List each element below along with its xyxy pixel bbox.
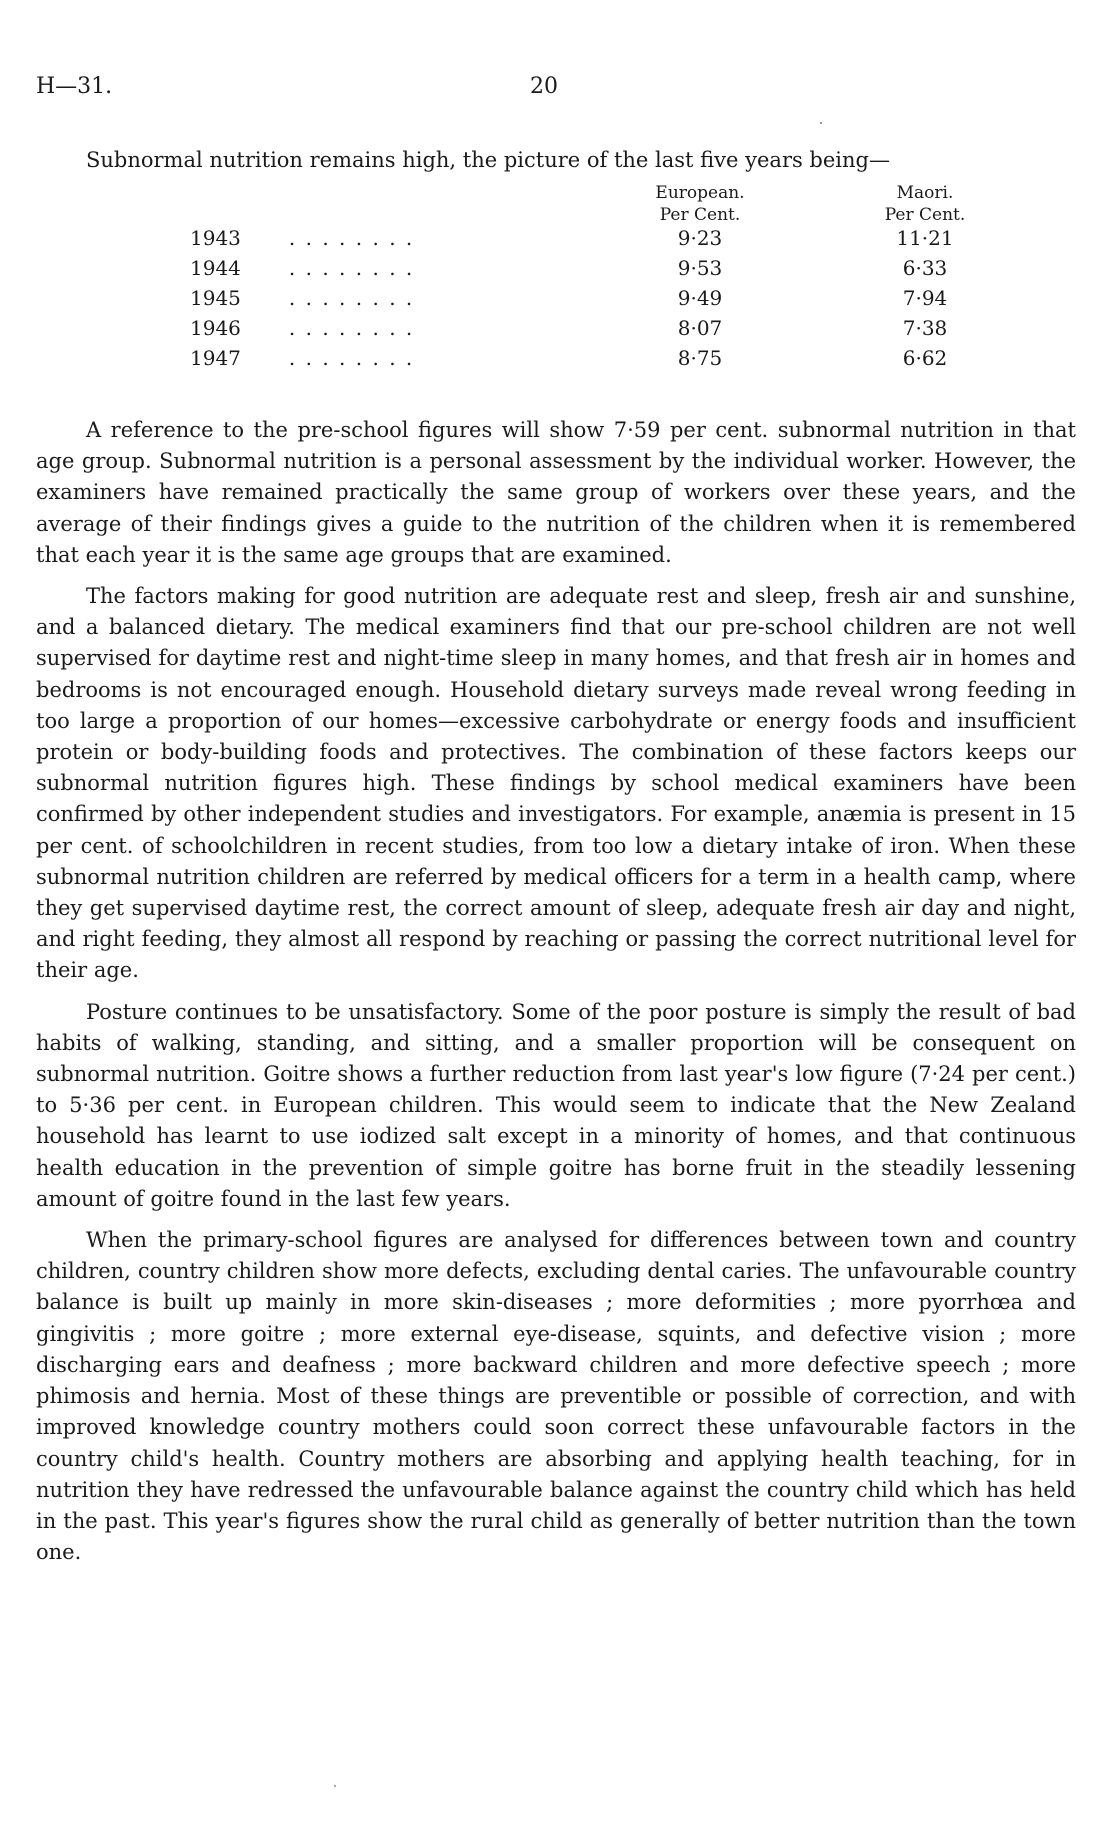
row-year: 1945 (190, 286, 241, 310)
page-number: 20 (530, 74, 558, 99)
row-year: 1946 (190, 316, 241, 340)
european-value: 9·53 (677, 256, 723, 280)
row-year: 1947 (190, 346, 241, 370)
col-european-unit: Per Cent. (659, 205, 741, 225)
maori-value: 6·62 (902, 346, 948, 370)
maori-value: 6·33 (902, 256, 948, 280)
paragraph-town-country: When the primary-school figures are analysed for differences between town and country children, country children show more defects, excluding dental caries. The unfavourable country balance is built up mainly in more skin-diseases ; more deformities ; more pyorrhœa and gingivitis ; more goitre ; more external eye-disease, squints, and defective vision ; more discharging ears and deafness ; more backward children and more defective speech ; more phimosis and hernia. Most of these things are preventible or possible of correction, and with improved knowledge country mothers could soon correct these unfavourable factors in the country child's health. Country mothers are absorbing and applying health teaching, for in nutrition they have redressed the unfavourable balance against the country child which has held in the past. This year's figures show the rural child as generally of better nutrition than the town one. (36, 1228, 1076, 1565)
paragraph-posture-goitre: Posture continues to be unsatisfactory. Some of the poor posture is simply the result of bad habits of walking, standing, and sitting, and a smaller proportion will be consequent on subnormal nutrition. Goitre shows a further reduction from last year's low figure (7·24 per cent.) to 5·36 per cent. in European children. This would seem to indicate that the New Zealand household has learnt to use iodized salt except in a minority of homes, and that continuous health education in the prevention of simple goitre has borne fruit in the steadily lessening amount of goitre found in the last few years. (36, 999, 1076, 1211)
intro-line: Subnormal nutrition remains high, the picture of the last five years being— (86, 148, 890, 172)
table-row (0, 346, 980, 376)
table-header-row-2 (0, 204, 980, 226)
paragraph-preschool-reference: A reference to the pre-school figures will show 7·59 per cent. subnormal nutrition in that age group. Subnormal nutrition is a personal assessment by the individual worker. However, the examiners have remained practically the same group of workers over these years, and the average of their findings gives a guide to the nutrition of the children when it is remembered that each year it is the same age groups that are examined. (36, 418, 1076, 567)
european-value: 8·07 (677, 316, 723, 340)
dot-leader: . . . . . . . . (288, 226, 415, 250)
european-value: 8·75 (677, 346, 723, 370)
print-speck-bottom (334, 1785, 336, 1787)
nutrition-table (0, 182, 980, 376)
european-value: 9·23 (677, 226, 723, 250)
table-row (0, 256, 980, 286)
col-european-heading: European. (655, 183, 745, 203)
maori-value: 11·21 (896, 226, 954, 250)
print-speck (820, 122, 822, 124)
table-header-row-1 (0, 182, 980, 204)
dot-leader: . . . . . . . . (288, 286, 415, 310)
european-value: 9·49 (677, 286, 723, 310)
dot-leader: . . . . . . . . (288, 346, 415, 370)
page-header (36, 74, 1076, 108)
row-year: 1943 (190, 226, 241, 250)
table-row (0, 226, 980, 256)
table-row (0, 286, 980, 316)
report-reference: H—31. (36, 74, 113, 99)
table-row (0, 316, 980, 346)
col-maori-heading: Maori. (896, 183, 954, 203)
dot-leader: . . . . . . . . (288, 316, 415, 340)
col-maori-unit: Per Cent. (884, 205, 966, 225)
paragraph-nutrition-factors: The factors making for good nutrition are adequate rest and sleep, fresh air and sunshine, and a balanced dietary. The medical examiners find that our pre-school children are not well supervised for daytime rest and night-time sleep in many homes, and that fresh air in homes and bedrooms is not encouraged enough. Household dietary surveys made reveal wrong feeding in too large a proportion of our homes—excessive carbohydrate or energy foods and insufficient protein or body-building foods and protectives. The combination of these factors keeps our subnormal nutrition figures high. These findings by school medical examiners have been confirmed by other independent studies and investigators. For example, anæmia is present in 15 per cent. of schoolchildren in recent studies, from too low a dietary intake of iron. When these subnormal nutrition children are referred by medical officers for a term in a health camp, where they get supervised daytime rest, the correct amount of sleep, adequate fresh air day and night, and right feeding, they almost all respond by reaching or passing the correct nutritional level for their age. (36, 584, 1076, 983)
maori-value: 7·38 (902, 316, 948, 340)
row-year: 1944 (190, 256, 241, 280)
dot-leader: . . . . . . . . (288, 256, 415, 280)
maori-value: 7·94 (902, 286, 948, 310)
body-text (36, 415, 1076, 1578)
